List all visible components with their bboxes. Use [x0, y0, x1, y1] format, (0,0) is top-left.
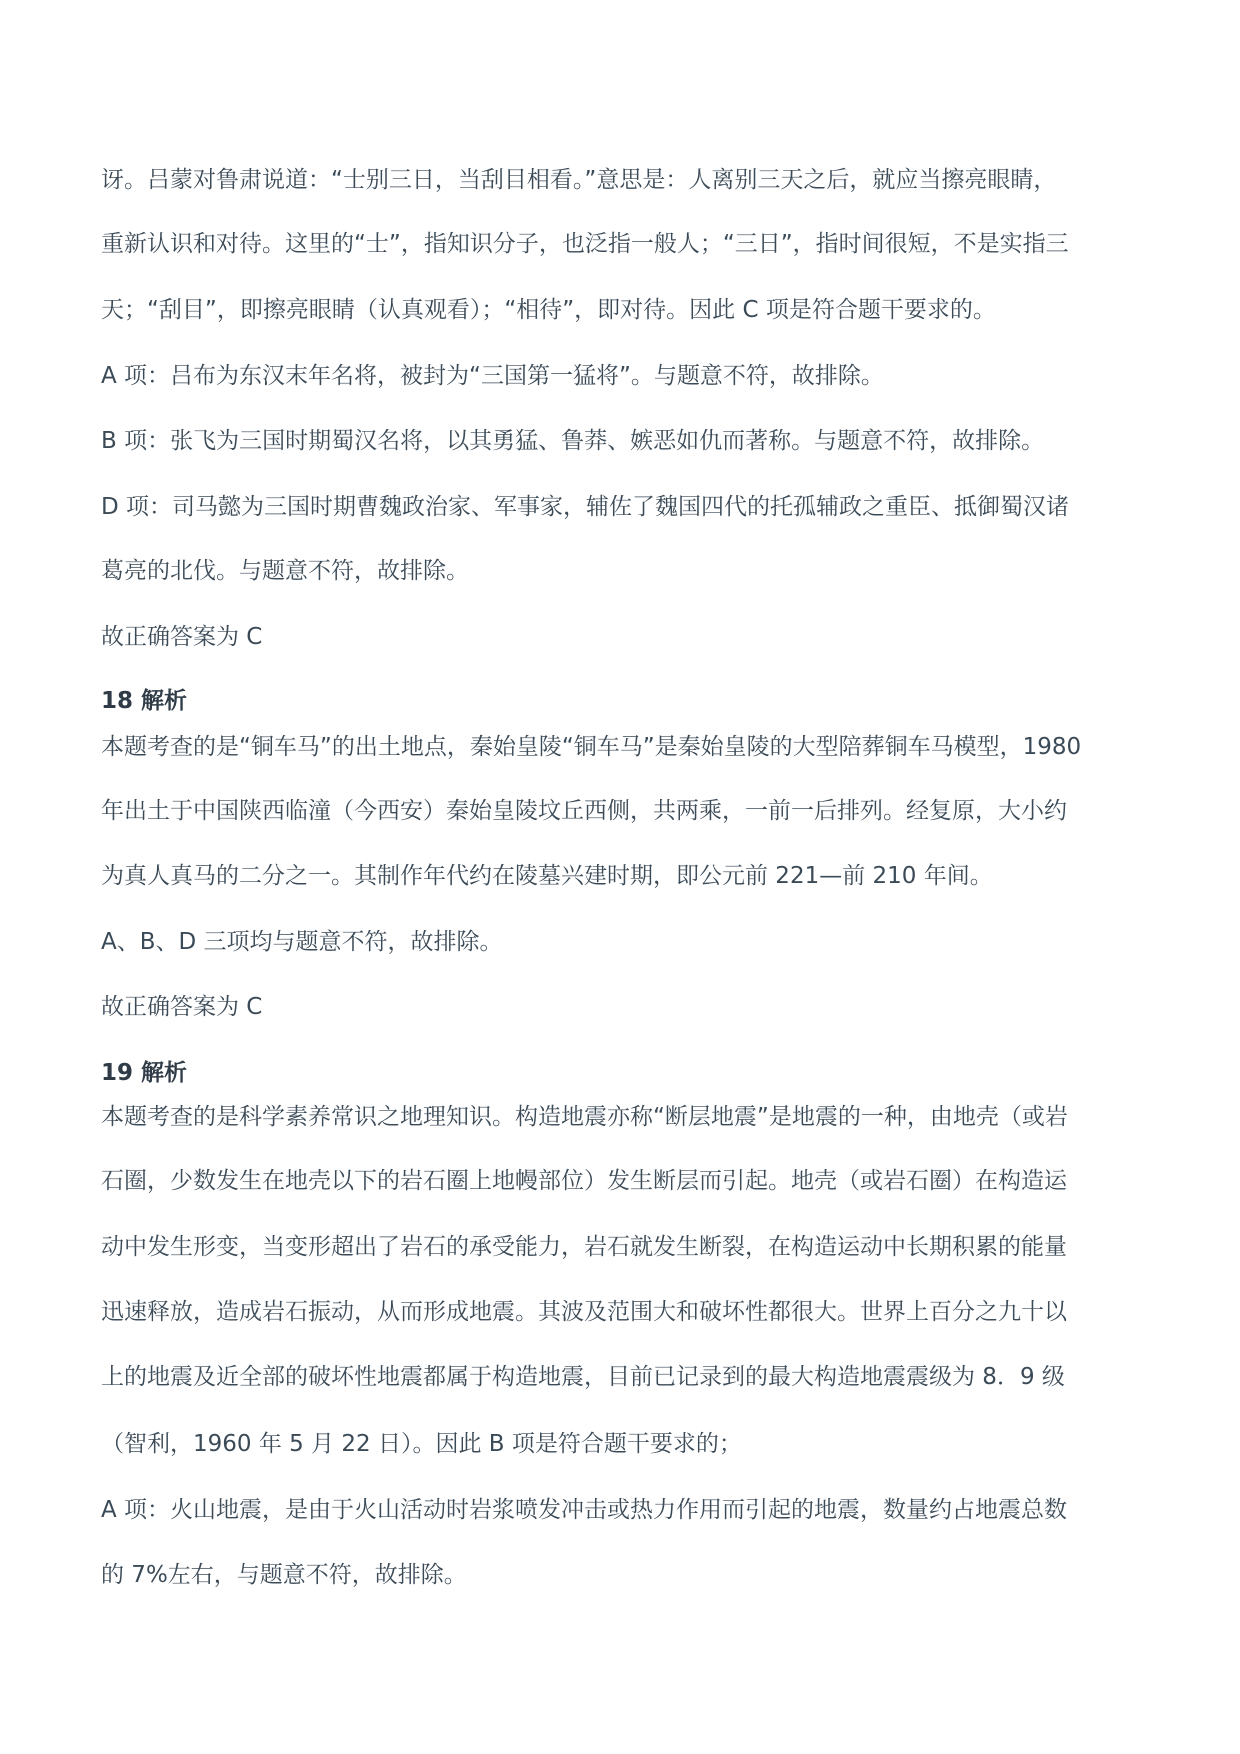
section-heading: 18 解析: [101, 688, 188, 714]
option-d-line: D 项：司马懿为三国时期曹魏政治家、军事家，辅佐了魏国四代的托孤辅政之重臣、抵御蜀汉诸: [101, 494, 1070, 520]
answer-line: 故正确答案为 C: [101, 624, 263, 650]
option-b-line: B 项：张飞为三国时期蜀汉名将，以其勇猛、鲁莽、嫉恶如仇而著称。与题意不符，故排除。: [101, 428, 1045, 454]
paragraph-line: 石圈，少数发生在地壳以下的岩石圈上地幔部位）发生断层而引起。地壳（或岩石圈）在构造运: [101, 1168, 1067, 1194]
option-a-line: A 项：吕布为东汉末年名将，被封为“三国第一猛将”。与题意不符，故排除。: [101, 363, 884, 389]
answer-line: 故正确答案为 C: [101, 994, 263, 1020]
option-a-line: A 项：火山地震，是由于火山活动时岩浆喷发冲击或热力作用而引起的地震，数量约占地震总数: [101, 1497, 1068, 1523]
paragraph-line: 迅速释放，造成岩石振动，从而形成地震。其波及范围大和破坏性都很大。世界上百分之九十以: [101, 1299, 1067, 1325]
paragraph-line: 天；“刮目”，即擦亮眼睛（认真观看）；“相待”，即对待。因此 C 项是符合题干要求的。: [101, 297, 996, 323]
paragraph-line: 本题考查的是“铜车马”的出土地点，秦始皇陵“铜车马”是秦始皇陵的大型陪葬铜车马模型，1980: [101, 734, 1082, 760]
options-line: A、B、D 三项均与题意不符，故排除。: [101, 929, 503, 955]
paragraph-line: 为真人真马的二分之一。其制作年代约在陵墓兴建时期，即公元前 221—前 210 年间。: [101, 863, 993, 889]
paragraph-line: 本题考查的是科学素养常识之地理知识。构造地震亦称“断层地震”是地震的一种，由地壳（或岩: [101, 1104, 1068, 1130]
paragraph-line: 动中发生形变，当变形超出了岩石的承受能力，岩石就发生断裂，在构造运动中长期积累的能量: [101, 1234, 1067, 1260]
option-a-line: 的 7%左右，与题意不符，故排除。: [101, 1562, 467, 1588]
paragraph-line: （智利，1960 年 5 月 22 日）。因此 B 项是符合题干要求的；: [101, 1431, 742, 1457]
paragraph-line: 重新认识和对待。这里的“士”，指知识分子，也泛指一般人；“三日”，指时间很短，不是实指三: [101, 231, 1069, 257]
paragraph-line: 讶。吕蒙对鲁肃说道：“士别三日，当刮目相看。”意思是：人离别三天之后，就应当擦亮眼睛，: [101, 167, 1057, 193]
section-heading: 19 解析: [101, 1060, 188, 1086]
paragraph-line: 年出土于中国陕西临潼（今西安）秦始皇陵坟丘西侧，共两乘，一前一后排列。经复原，大小约: [101, 798, 1067, 824]
option-d-line: 葛亮的北伐。与题意不符，故排除。: [101, 558, 469, 584]
paragraph-line: 上的地震及近全部的破坏性地震都属于构造地震，目前已记录到的最大构造地震震级为 8．9 级: [101, 1364, 1065, 1390]
